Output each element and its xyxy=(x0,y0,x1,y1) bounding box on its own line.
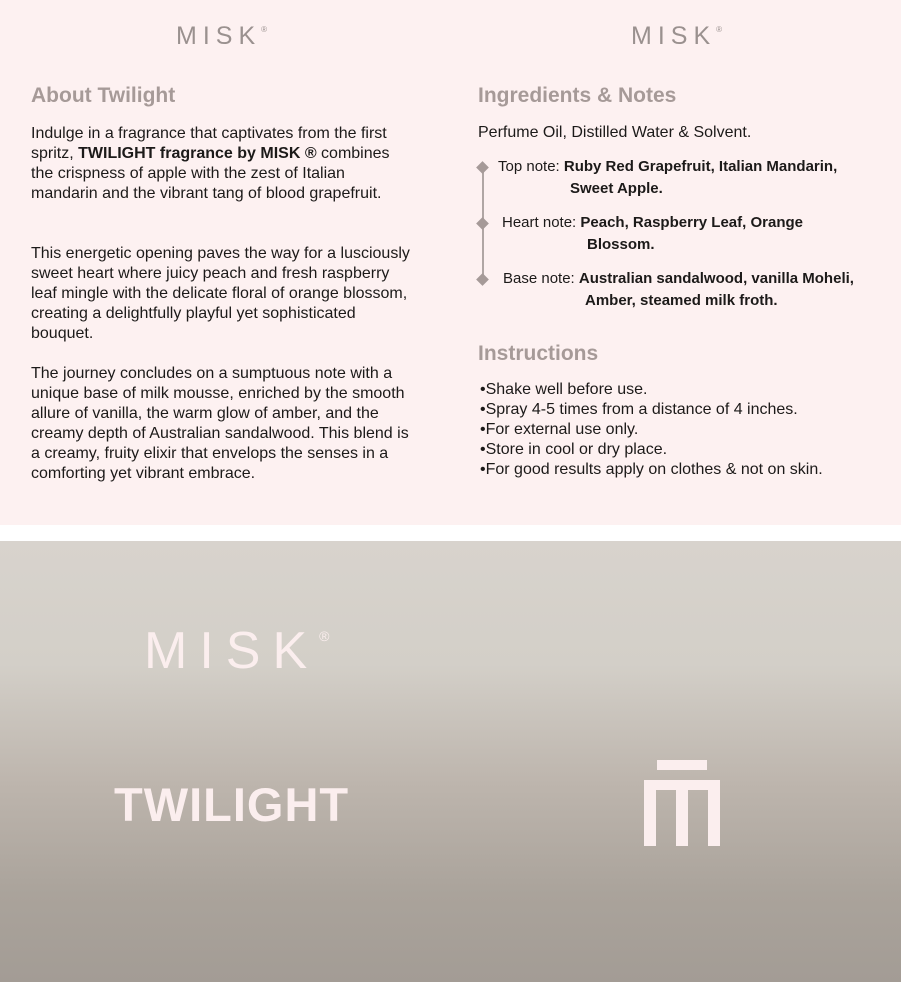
ingredients-heading: Ingredients & Notes xyxy=(478,84,677,107)
list-item: • For external use only. xyxy=(480,420,823,440)
heart-note: Heart note: Peach, Raspberry Leaf, Orange Blossom. xyxy=(502,214,803,253)
product-name: TWILIGHT xyxy=(114,778,350,831)
list-item: • Store in cool or dry place. xyxy=(480,440,823,460)
list-item: • Shake well before use. xyxy=(480,380,823,400)
instructions-heading: Instructions xyxy=(478,342,599,365)
about-paragraph-3: The journey concludes on a sumptuous note with a unique base of milk mousse, enriched by the smooth allure of vanilla, the warm glow of amber, and the creamy depth of Australian sandalwood. This blend is a creamy, fruity elixir that envelops the senses in a comforting yet vibrant embrace. xyxy=(31,365,409,482)
misk-monogram-icon xyxy=(644,760,720,846)
list-item: • Spray 4-5 times from a distance of 4 inches. xyxy=(480,400,823,420)
label-front-panel xyxy=(0,541,901,982)
instructions-list xyxy=(480,380,823,480)
ingredients-list: Perfume Oil, Distilled Water & Solvent. xyxy=(478,124,752,141)
brand-logo-right: MISK® xyxy=(631,22,723,50)
about-heading: About Twilight xyxy=(31,84,176,107)
about-paragraph-2: This energetic opening paves the way for a lusciously sweet heart where juicy peach and fresh raspberry leaf mingle with the delicate floral of orange blossom, creating a delightfully playful yet sophisticated bouquet. xyxy=(31,245,410,342)
brand-logo-large: MISK® xyxy=(144,622,330,680)
top-note: Top note: Ruby Red Grapefruit, Italian Mandarin, Sweet Apple. xyxy=(498,158,838,197)
about-paragraph-1: Indulge in a fragrance that captivates from the first spritz, TWILIGHT fragrance by MISK ® combines the crispness of apple with the zest of Italian mandarin and the vibrant tang of blood grapefruit. xyxy=(31,125,390,202)
base-note: Base note: Australian sandalwood, vanilla Moheli, Amber, steamed milk froth. xyxy=(503,270,854,309)
list-item: • For good results apply on clothes & not on skin. xyxy=(480,460,823,480)
brand-logo-left: MISK® xyxy=(176,22,268,50)
